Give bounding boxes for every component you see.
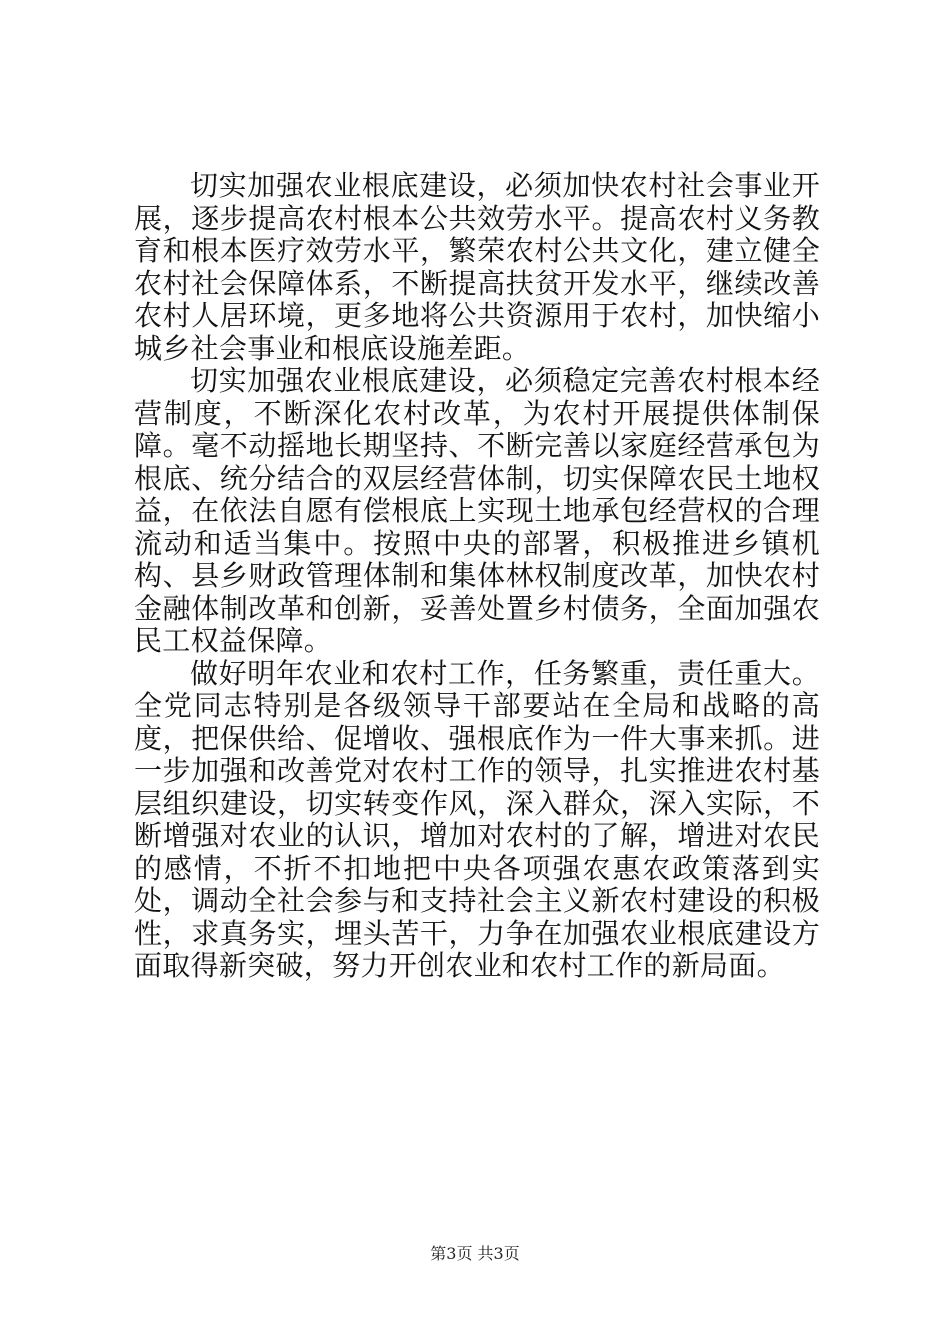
paragraph-3: 做好明年农业和农村工作，任务繁重，责任重大。全党同志特别是各级领导干部要站在全局和战略的高度，把保供给、促增收、强根底作为一件大事来抓。进一步加强和改善党对农村工作的领导，扎实推进农村基层组织建设，切实转变作风，深入群众，深入实际，不断增强对农业的认识，增加对农村的了解，增进对农民的感情，不折不扣地把中央各项强农惠农政策落到实处，调动全社会参与和支持社会主义新农村建设的积极性，求真务实，埋头苦干，力争在加强农业根底建设方面取得新突破，努力开创农业和农村工作的新局面。 — [134, 656, 820, 982]
page-number-footer: 第3页 共3页 — [430, 1244, 520, 1263]
paragraph-2: 切实加强农业根底建设，必须稳定完善农村根本经营制度，不断深化农村改革，为农村开展提供体制保障。毫不动摇地长期坚持、不断完善以家庭经营承包为根底、统分结合的双层经营体制，切实保障农民土地权益，在依法自愿有偿根底上实现土地承包经营权的合理流动和适当集中。按照中央的部署，积极推进乡镇机构、县乡财政管理体制和集体林权制度改革，加快农村金融体制改革和创新，妥善处置乡村债务，全面加强农民工权益保障。 — [134, 364, 820, 657]
paragraph-1: 切实加强农业根底建设，必须加快农村社会事业开展，逐步提高农村根本公共效劳水平。提高农村义务教育和根本医疗效劳水平，繁荣农村公共文化，建立健全农村社会保障体系，不断提高扶贫开发水平，继续改善农村人居环境，更多地将公共资源用于农村，加快缩小城乡社会事业和根底设施差距。 — [134, 169, 820, 365]
document-body — [134, 170, 820, 983]
